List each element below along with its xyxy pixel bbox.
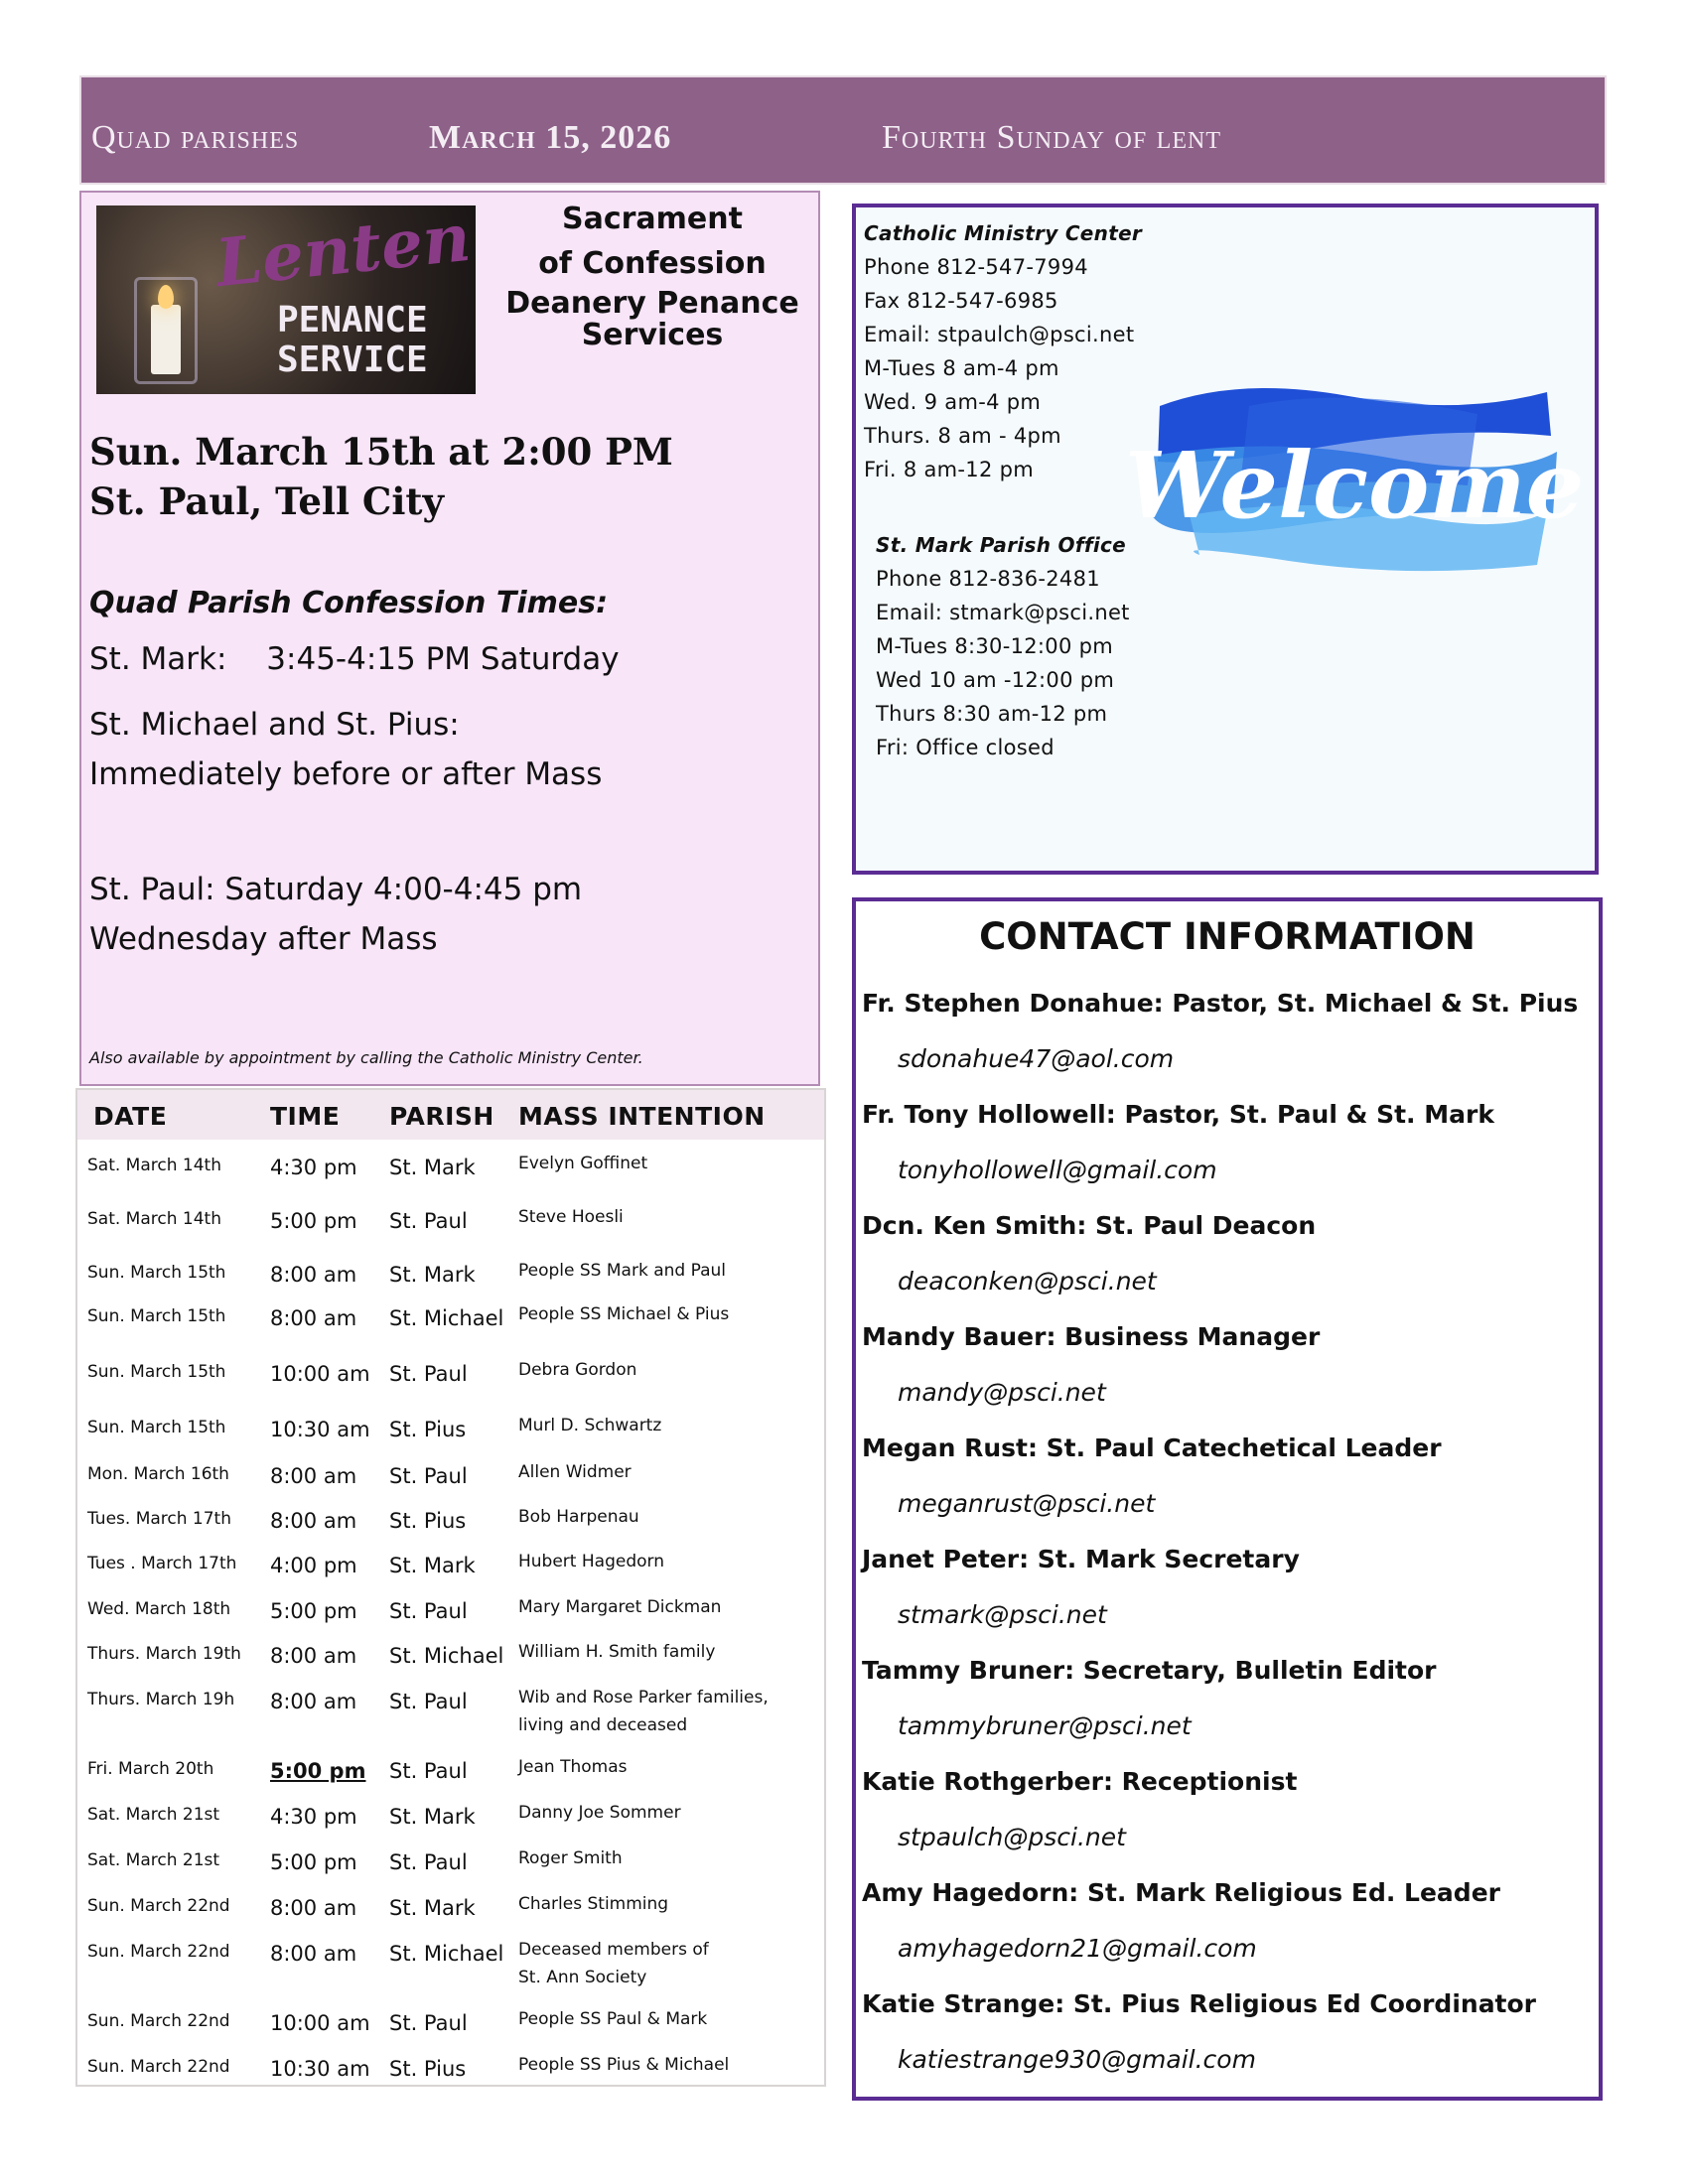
row-time: 8:00 am <box>270 1644 357 1668</box>
mark-office-phone: Phone 812-836-2481 <box>876 567 1100 591</box>
cmc-hours-2: Wed. 9 am-4 pm <box>864 390 1042 414</box>
image-lenten-text: Lenten <box>211 198 475 303</box>
mark-office-hours-2: Wed 10 am -12:00 pm <box>876 668 1115 692</box>
cmc-hours-3: Thurs. 8 am - 4pm <box>864 424 1061 448</box>
penance-service-date: Sun. March 15th at 2:00 PM <box>89 430 673 474</box>
row-date: Sun. March 15th <box>87 1306 226 1326</box>
contact-name: Megan Rust: St. Paul Catechetical Leader <box>862 1433 1442 1462</box>
row-date: Sun. March 15th <box>87 1362 226 1382</box>
contact-name: Dcn. Ken Smith: St. Paul Deacon <box>862 1211 1317 1240</box>
row-intention: William H. Smith family <box>518 1642 716 1662</box>
mark-office-hours-3: Thurs 8:30 am-12 pm <box>876 702 1108 726</box>
mass-intention-table <box>75 1088 826 2087</box>
mark-office-email: Email: stmark@psci.net <box>876 601 1130 624</box>
row-intention: People SS Mark and Paul <box>518 1261 726 1281</box>
row-parish: St. Paul <box>389 1362 468 1386</box>
row-date: Sun. March 22nd <box>87 2057 230 2077</box>
contact-email[interactable]: mandy@psci.net <box>898 1378 1106 1407</box>
cmc-title: Catholic Ministry Center <box>864 221 1143 245</box>
row-date: Sun. March 15th <box>87 1263 226 1283</box>
confession-appointment-note: Also available by appointment by calling the Catholic Ministry Center. <box>89 1048 643 1067</box>
penance-service-location: St. Paul, Tell City <box>89 479 445 523</box>
michael-confession-line1: St. Michael and St. Pius: <box>89 707 460 743</box>
row-parish: St. Pius <box>389 2057 467 2081</box>
contact-info-panel <box>852 897 1603 2101</box>
contact-name: Fr. Stephen Donahue: Pastor, St. Michael & St. Pius <box>862 989 1579 1018</box>
row-parish: St. Mark <box>389 1805 476 1829</box>
paul-confession-line2: Wednesday after Mass <box>89 921 438 957</box>
mark-confession-label: St. Mark: <box>89 641 227 677</box>
confession-times-heading: Quad Parish Confession Times: <box>89 586 609 620</box>
confession-title-line1: Sacrament <box>562 202 743 236</box>
image-penance-line: PENANCE <box>277 300 428 341</box>
paul-confession-line1: St. Paul: Saturday 4:00-4:45 pm <box>89 872 583 907</box>
row-parish: St. Paul <box>389 1690 468 1713</box>
row-intention: Roger Smith <box>518 1848 623 1868</box>
row-time: 8:00 am <box>270 1263 357 1287</box>
row-time: 5:00 pm <box>270 1850 357 1874</box>
contact-email[interactable]: tammybruner@psci.net <box>898 1711 1192 1740</box>
contact-name: Janet Peter: St. Mark Secretary <box>862 1545 1300 1573</box>
row-intention: People SS Michael & Pius <box>518 1304 730 1324</box>
contact-email[interactable]: amyhagedorn21@gmail.com <box>898 1934 1257 1963</box>
row-intention: Wib and Rose Parker families, <box>518 1688 769 1707</box>
row-date: Sun. March 22nd <box>87 1942 230 1962</box>
contact-name: Fr. Tony Hollowell: Pastor, St. Paul & St. Mark <box>862 1100 1494 1129</box>
row-parish: St. Mark <box>389 1896 476 1920</box>
image-penance-text <box>277 301 428 380</box>
header-intention: MASS INTENTION <box>518 1102 766 1131</box>
row-parish: St. Michael <box>389 1942 504 1966</box>
confession-title <box>498 197 806 352</box>
row-time: 10:30 am <box>270 1418 370 1441</box>
banner-sunday: Fourth Sunday of lent <box>882 119 1221 156</box>
row-time: 4:30 pm <box>270 1805 357 1829</box>
header-banner <box>79 75 1607 185</box>
row-date: Thurs. March 19h <box>87 1690 235 1709</box>
row-intention: People SS Pius & Michael <box>518 2055 730 2075</box>
row-date: Thurs. March 19th <box>87 1644 241 1664</box>
mark-office-hours-1: M-Tues 8:30-12:00 pm <box>876 634 1113 658</box>
row-time: 8:00 am <box>270 1464 357 1488</box>
row-date: Wed. March 18th <box>87 1599 231 1619</box>
row-intention: Murl D. Schwartz <box>518 1416 662 1435</box>
row-time: 8:00 am <box>270 1509 357 1533</box>
row-parish: St. Paul <box>389 1850 468 1874</box>
row-intention: Evelyn Goffinet <box>518 1154 648 1173</box>
cmc-email: Email: stpaulch@psci.net <box>864 323 1135 346</box>
row-time: 10:00 am <box>270 1362 370 1386</box>
row-parish: St. Pius <box>389 1418 467 1441</box>
row-intention: Allen Widmer <box>518 1462 632 1482</box>
row-intention: People SS Paul & Mark <box>518 2009 708 2029</box>
mark-office-hours-4: Fri: Office closed <box>876 736 1055 759</box>
row-parish: St. Mark <box>389 1554 476 1577</box>
row-parish: St. Paul <box>389 2011 468 2035</box>
row-date: Sun. March 22nd <box>87 1896 230 1916</box>
contact-email[interactable]: katiestrange930@gmail.com <box>898 2045 1256 2074</box>
mark-office-title: St. Mark Parish Office <box>876 533 1127 557</box>
row-intention: Charles Stimming <box>518 1894 669 1914</box>
row-date: Sat. March 21st <box>87 1850 220 1870</box>
row-date: Sat. March 14th <box>87 1209 221 1229</box>
contact-name: Katie Rothgerber: Receptionist <box>862 1767 1298 1796</box>
contact-email[interactable]: deaconken@psci.net <box>898 1267 1157 1296</box>
contact-name: Mandy Bauer: Business Manager <box>862 1322 1321 1351</box>
header-parish: PARISH <box>389 1102 494 1131</box>
welcome-text: Welcome <box>1124 432 1585 539</box>
row-parish: St. Michael <box>389 1306 504 1330</box>
contact-title: CONTACT INFORMATION <box>979 915 1476 958</box>
office-info-panel <box>852 204 1599 875</box>
cmc-hours-1: M-Tues 8 am-4 pm <box>864 356 1059 380</box>
image-service-line: SERVICE <box>277 340 428 380</box>
row-time: 8:00 am <box>270 1690 357 1713</box>
cmc-fax: Fax 812-547-6985 <box>864 289 1058 313</box>
row-parish: St. Paul <box>389 1599 468 1623</box>
row-intention: Debra Gordon <box>518 1360 637 1380</box>
row-intention: Danny Joe Sommer <box>518 1803 681 1823</box>
row-date: Tues. March 17th <box>87 1509 231 1529</box>
contact-email[interactable]: sdonahue47@aol.com <box>898 1044 1175 1073</box>
row-date: Tues . March 17th <box>87 1554 237 1573</box>
row-date: Sat. March 21st <box>87 1805 220 1825</box>
contact-name: Tammy Bruner: Secretary, Bulletin Editor <box>862 1656 1437 1685</box>
row-intention: Bob Harpenau <box>518 1507 639 1527</box>
row-date: Fri. March 20th <box>87 1759 214 1779</box>
candle-graphic <box>151 305 181 374</box>
row-intention: Hubert Hagedorn <box>518 1552 664 1571</box>
row-time: 8:00 am <box>270 1896 357 1920</box>
row-time: 5:00 pm <box>270 1209 357 1233</box>
row-parish: St. Paul <box>389 1464 468 1488</box>
confession-title-line4: Services <box>581 318 724 352</box>
contact-email[interactable]: stmark@psci.net <box>898 1600 1107 1629</box>
mark-confession-time: 3:45-4:15 PM Saturday <box>266 641 620 677</box>
row-time: 4:30 pm <box>270 1156 357 1179</box>
row-parish: St. Mark <box>389 1263 476 1287</box>
row-intention: Mary Margaret Dickman <box>518 1597 722 1617</box>
row-date: Sun. March 22nd <box>87 2011 230 2031</box>
confession-title-line3: Deanery Penance <box>505 286 799 321</box>
row-time: 10:30 am <box>270 2057 370 2081</box>
contact-name: Katie Strange: St. Pius Religious Ed Coordinator <box>862 1989 1537 2018</box>
contact-name: Amy Hagedorn: St. Mark Religious Ed. Leader <box>862 1878 1500 1907</box>
mark-confession-line <box>89 641 620 677</box>
row-parish: St. Pius <box>389 1509 467 1533</box>
row-intention-line2: living and deceased <box>518 1715 688 1735</box>
cmc-hours-4: Fri. 8 am-12 pm <box>864 458 1034 481</box>
header-date: DATE <box>93 1102 168 1131</box>
lenten-penance-service-image <box>96 198 476 394</box>
row-date: Sun. March 15th <box>87 1418 226 1437</box>
row-intention: Jean Thomas <box>518 1757 628 1777</box>
row-time: 8:00 am <box>270 1306 357 1330</box>
row-intention: Steve Hoesli <box>518 1207 624 1227</box>
penance-service-when <box>89 427 673 526</box>
row-time: 5:00 pm <box>270 1759 366 1783</box>
flame-graphic <box>158 285 174 309</box>
row-parish: St. Paul <box>389 1209 468 1233</box>
row-time: 10:00 am <box>270 2011 370 2035</box>
welcome-watercolor-image <box>1124 366 1585 591</box>
row-intention-line2: St. Ann Society <box>518 1968 647 1987</box>
confession-title-line2: of Confession <box>538 246 767 281</box>
row-parish: St. Mark <box>389 1156 476 1179</box>
cmc-phone: Phone 812-547-7994 <box>864 255 1088 279</box>
row-date: Mon. March 16th <box>87 1464 229 1484</box>
row-time: 8:00 am <box>270 1942 357 1966</box>
contact-email[interactable]: meganrust@psci.net <box>898 1489 1156 1518</box>
table-header <box>77 1090 828 1140</box>
banner-parishes: Quad parishes <box>91 119 300 156</box>
row-time: 4:00 pm <box>270 1554 357 1577</box>
banner-date: March 15, 2026 <box>429 119 672 156</box>
row-intention: Deceased members of <box>518 1940 709 1960</box>
contact-email[interactable]: stpaulch@psci.net <box>898 1823 1126 1851</box>
michael-confession-line2: Immediately before or after Mass <box>89 756 603 792</box>
row-time: 5:00 pm <box>270 1599 357 1623</box>
contact-email[interactable]: tonyhollowell@gmail.com <box>898 1156 1217 1184</box>
row-date: Sat. March 14th <box>87 1156 221 1175</box>
row-parish: St. Paul <box>389 1759 468 1783</box>
header-time: TIME <box>270 1102 341 1131</box>
confession-panel <box>79 191 820 1086</box>
row-parish: St. Michael <box>389 1644 504 1668</box>
